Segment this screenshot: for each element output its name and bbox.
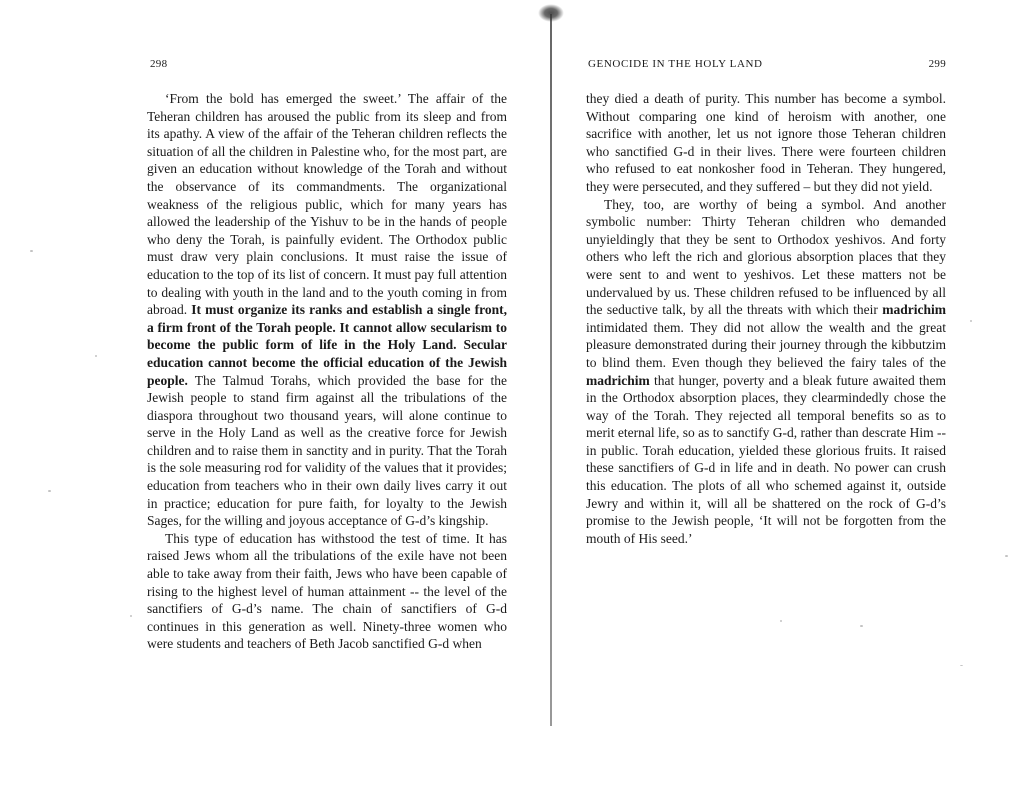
page-body xyxy=(586,90,946,547)
paragraph: they died a death of purity. This number has become a symbol. Without comparing one kind of heroism with another, one sacrifice with another, let us not ignore those Teheran children who sanctified G-d in their lives. There were fourteen children who refused to eat nonkosher food in Teheran. They hungered, they were persecuted, and they suffered – but they did not yield. xyxy=(586,91,946,194)
text-run: that hunger, poverty and a bleak future awaited them in the Orthodox absorption places, they clearmindedly chose the way of the Torah. They rejected all temporal benefits so as to merit eternal life, so as to sanctify G-d, rather than descrate Him -- in public. Torah education, yielded these glorious fruits. It raised these sanctifiers of G-d in life and in death. No power can crush this education. The plots of all who schemed against it, outside Jewry and within it, will all be shattered on the rock of G-d’s promise to the Jewish people, ‘It will not be forgotten from the mouth of His seed.’ xyxy=(586,372,946,546)
scan-speck xyxy=(970,320,972,322)
scan-speck xyxy=(30,250,33,252)
scan-speck xyxy=(780,620,782,622)
scan-speck xyxy=(960,665,963,666)
scan-speck xyxy=(860,625,863,627)
text-run: intimidated them. They did not allow the wealth and the great pleasure demonstrated during their journey through the kibbutzim to blind them. Even though they believed the fairy tales of the xyxy=(586,319,946,370)
book-gutter xyxy=(550,14,552,726)
text-run: ‘From the bold has emerged the sweet.’ The affair of the Teheran children has aroused the public from its sleep and from its apathy. A view of the affair of the Teheran children reflects the situation of all the children in Palestine who, for the most part, are given an education without knowledge of the Torah and without the observance of its commandments. The organizational weakness of the religious public, which for many years has allowed the leadership of the Yishuv to be in the hands of people who deny the Torah, is painfully evident. The Orthodox public must draw very plain conclusions. It must raise the issue of education to the top of its list of concern. It must pay full attention to dealing with youth in the land and to the youth coming in from abroad. xyxy=(147,91,507,318)
text-run: The Talmud Torahs, which provided the base for the Jewish people to stand firm against all the tribulations of the diaspora throughout two thousand years, will alone continue to serve in the Holy Land as well as the creative force for Jewish children and to raise them in sanctity and in purity. That the Torah is the sole measuring rod for validity of the values that it provides; education from teachers who in their own daily lives carry it out in practice; education for pure faith, for loyalty to the Jewish Sages, for the willing and joyous acceptance of G-d’s kingship. xyxy=(147,372,507,529)
text-run: They, too, are worthy of being a symbol. And another symbolic number: Thirty Teheran children who demanded unyieldingly that they be sent to Orthodox yeshivos. And forty others who left the rich and glorious absorption places that they were sent to and went to yeshivos. Let these matters not be undervalued by us. These children refused to be influenced by all the seductive talk, by all the threats with which their xyxy=(586,196,946,318)
paragraph: This type of education has withstood the test of time. It has raised Jews whom all the tribulations of the exile have not been able to take away from their faith, Jews who have been capable of rising to the highest level of human attainment -- the level of the sanctifiers of G-d’s name. The chain of sanctifiers of G-d continues in this generation as well. Ninety-three women who were students and teachers of Beth Jacob sanctified G-d when xyxy=(147,530,507,652)
paragraph xyxy=(586,196,946,548)
page-body xyxy=(147,90,507,653)
page-number: 298 xyxy=(150,58,168,70)
running-head: GENOCIDE IN THE HOLY LAND xyxy=(588,58,763,70)
scan-speck xyxy=(130,615,132,617)
bold-term: madrichim xyxy=(882,302,947,318)
scan-speck xyxy=(48,490,51,492)
bold-text-run: It must organize its ranks and establish a single front, a firm front of the Torah people. It cannot allow secularism to become the public form of life in the Holy Land. Secular education cannot become the official education of the Jewish people. xyxy=(147,302,508,388)
paragraph xyxy=(147,90,507,530)
scan-speck xyxy=(1005,555,1008,557)
bold-term: madrichim xyxy=(586,372,650,388)
scan-speck xyxy=(95,355,97,357)
page-number: 299 xyxy=(928,58,946,70)
